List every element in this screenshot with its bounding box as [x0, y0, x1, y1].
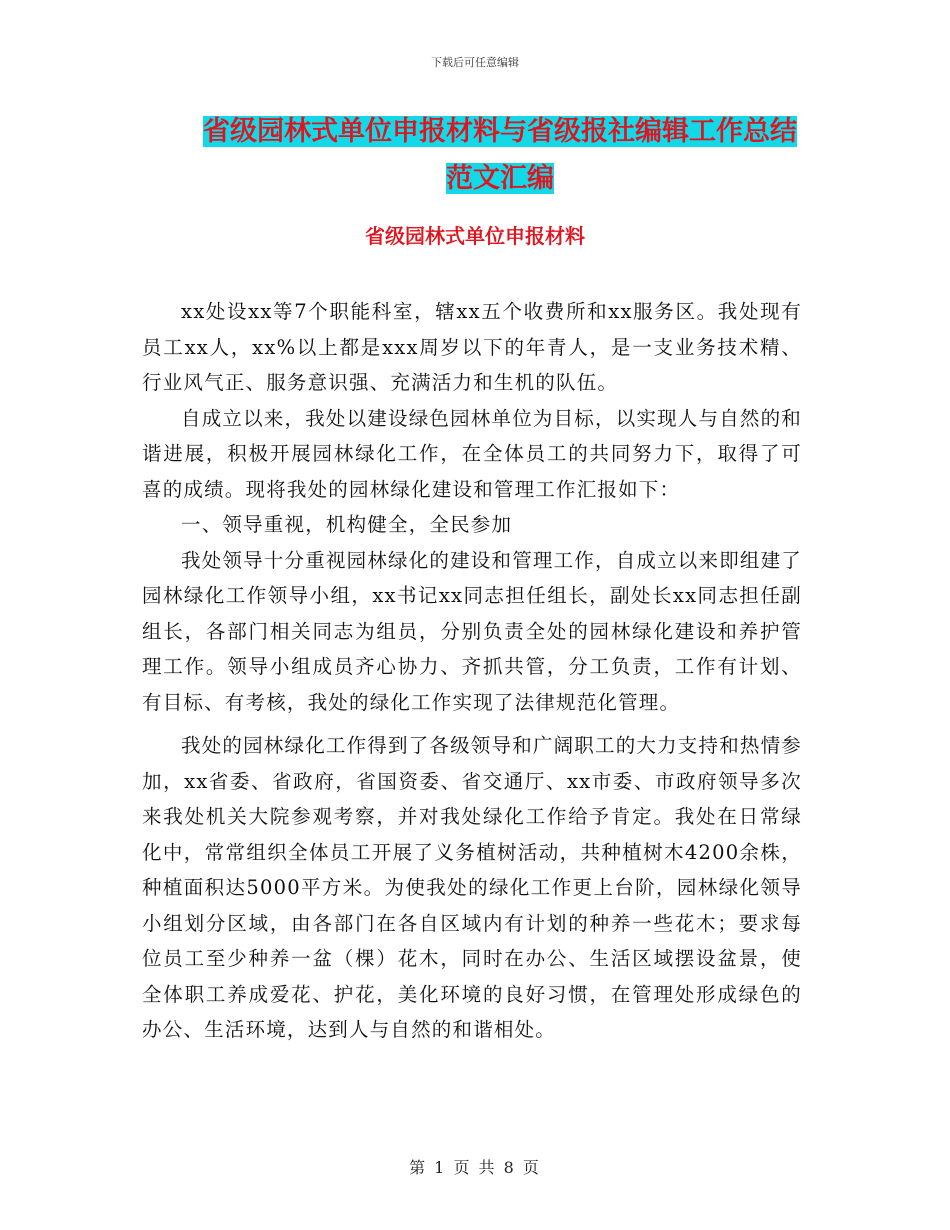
download-note: 下载后可任意编辑: [431, 56, 519, 69]
page-number: 第 1 页 共 8 页: [409, 1158, 541, 1177]
section-title: 省级园林式单位申报材料: [365, 224, 585, 248]
paragraph-overview: xx处设xx等7个职能科室，辖xx五个收费所和xx服务区。我处现有员工xx人，xx%以上都是xxx周岁以下的年青人，是一支业务技术精、行业风气正、服务意识强、充满活力和生机的队伍。: [142, 300, 802, 394]
document-title: [190, 108, 810, 202]
document-body: [142, 294, 802, 1048]
document-title-text: 省级园林式单位申报材料与省级报社编辑工作总结范文汇编: [203, 116, 797, 194]
paragraph-leadership: 我处领导十分重视园林绿化的建设和管理工作，自成立以来即组建了园林绿化工作领导小组，xx书记xx同志担任组长，副处长xx同志担任副组长，各部门相关同志为组员，分别负责全处的园林绿化建设和养护管理工作。领导小组成员齐心协力、齐抓共管，分工负责，工作有计划、有目标、有考核，我处的绿化工作实现了法律规范化管理。: [142, 548, 803, 714]
paragraph-intro: 自成立以来，我处以建设绿色园林单位为目标，以实现人与自然的和谐进展，积极开展园林绿化工作，在全体员工的共同努力下，取得了可喜的成绩。现将我处的园林绿化建设和管理工作汇报如下：: [142, 406, 803, 501]
paragraph-heading-one: 一、领导重视，机构健全，全民参加: [181, 513, 513, 536]
paragraph-participation: 我处的园林绿化工作得到了各级领导和广阔职工的大力支持和热情参加，xx省委、省政府，省国资委、省交通厅、xx市委、市政府领导多次来我处机关大院参观考察，并对我处绿化工作给予肯定。我处在日常绿化中，常常组织全体员工开展了义务植树活动，共种植树木4200余株，种植面积达5000平方米。为使我处的绿化工作更上台阶，园林绿化领导小组划分区域，由各部门在各自区域内有计划的种养一些花木；要求每位员工至少种养一盆（棵）花木，同时在办公、生活区域摆设盆景，使全体职工养成爱花、护花，美化环境的良好习惯，在管理处形成绿色的办公、生活环境，达到人与自然的和谐相处。: [142, 734, 803, 1041]
